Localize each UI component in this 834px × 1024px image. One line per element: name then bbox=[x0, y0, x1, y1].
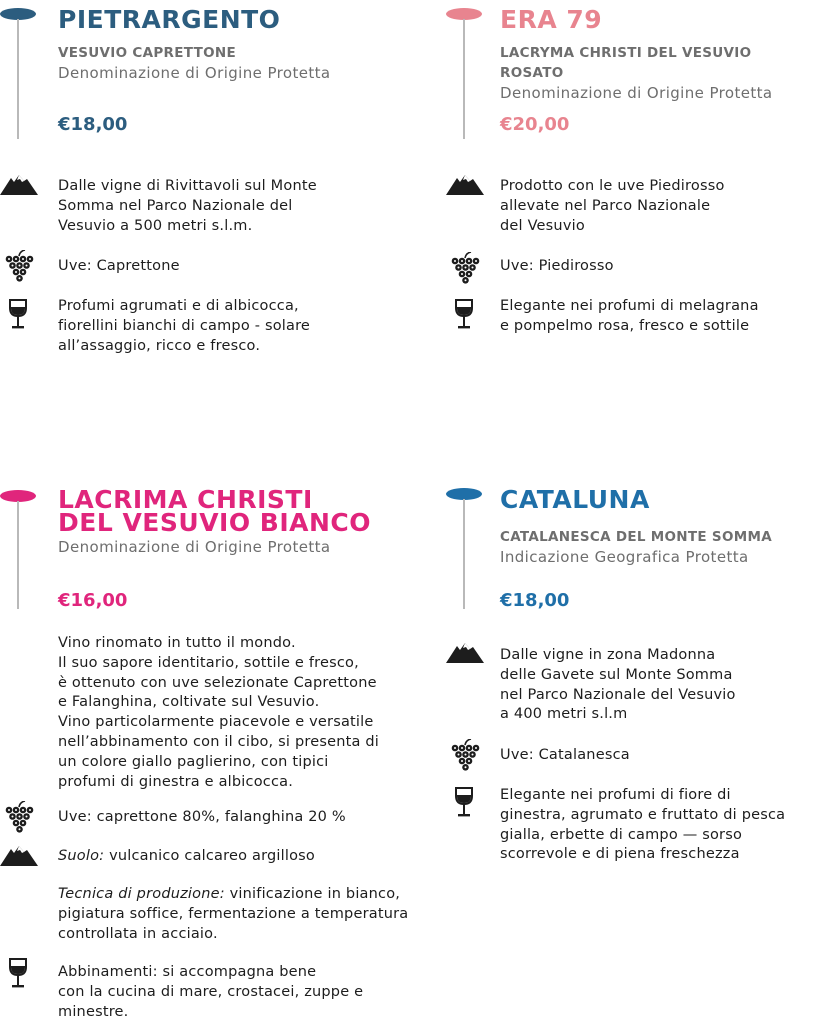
grapes-icon bbox=[4, 250, 34, 282]
wine-price: €20,00 bbox=[500, 114, 570, 135]
wine-title: PIETRARGENTO bbox=[58, 5, 281, 34]
wine-grapes: Uve: Piedirosso bbox=[500, 258, 614, 274]
mountain-icon bbox=[446, 172, 484, 196]
wine-origin: Dalle vigne di Rivittavoli sul Monte Somma nel Parco Nazionale del Vesuvio a 500 metri s.l.m. bbox=[58, 178, 317, 234]
wine-tasting-notes: Profumi agrumati e di albicocca, fiorellini bianchi di campo - solare all’assaggio, ricco e fresco. bbox=[58, 298, 311, 354]
wine-origin: Prodotto con le uve Piedirosso allevate nel Parco Nazionale del Vesuvio bbox=[500, 178, 725, 234]
soil-value: vulcanico calcareo argilloso bbox=[104, 848, 315, 864]
wine-tasting-notes: Elegante nei profumi di fiore di ginestra, agrumato e fruttato di pesca gialla, erbette di campo — sorso scorrevole e di piena freschezza bbox=[500, 787, 786, 863]
wine-tasting-notes: Elegante nei profumi di melagrana e pompelmo rosa, fresco e sottile bbox=[500, 298, 759, 334]
wine-denomination: Indicazione Geografica Protetta bbox=[500, 548, 749, 566]
wine-title-line1: LACRIMA CHRISTI bbox=[58, 485, 313, 514]
wine-grapes: Uve: caprettone 80%, falanghina 20 % bbox=[58, 809, 346, 825]
wine-denomination: Denominazione di Origine Protetta bbox=[500, 84, 773, 102]
wine-glass-icon bbox=[8, 957, 28, 989]
wine-price: €18,00 bbox=[500, 590, 570, 611]
mountain-icon bbox=[0, 172, 38, 196]
wine-glass-icon bbox=[454, 298, 474, 330]
grapes-icon bbox=[450, 739, 480, 771]
wine-title-line2: DEL VESUVIO BIANCO bbox=[58, 508, 372, 537]
grapes-icon bbox=[450, 252, 480, 284]
wine-title: ERA 79 bbox=[500, 5, 603, 34]
wine-title: CATALUNA bbox=[500, 485, 650, 514]
wine-glass-icon bbox=[8, 298, 28, 330]
wine-grapes: Uve: Caprettone bbox=[58, 258, 180, 274]
wine-grapes: Uve: Catalanesca bbox=[500, 747, 630, 763]
grapes-icon bbox=[4, 801, 34, 833]
soil-label: Suolo: bbox=[58, 848, 105, 864]
wine-pairing: Abbinamenti: si accompagna bene con la cucina di mare, crostacei, zuppe e minestre. bbox=[58, 964, 364, 1020]
mountain-icon bbox=[0, 843, 38, 867]
wine-glass-icon bbox=[454, 786, 474, 818]
wine-denomination: Denominazione di Origine Protetta bbox=[58, 538, 331, 556]
mountain-icon bbox=[446, 640, 484, 664]
wine-description: Vino rinomato in tutto il mondo. Il suo sapore identitario, sottile e fresco, è ottenuto con uve selezionate Caprettone e Falanghina, coltivate sul Vesuvio. Vino particolarmente piacevole e versatile nell’abbinamento con il cibo, si presenta di un colore giallo paglierino, con tipici profumi di ginestra e albicocca. bbox=[58, 635, 380, 790]
wine-price: €18,00 bbox=[58, 114, 128, 135]
wine-denomination: Denominazione di Origine Protetta bbox=[58, 64, 331, 82]
technique-value: vinificazione in bianco, pigiatura soffice, fermentazione a temperatura controllata in acciaio. bbox=[58, 886, 409, 942]
wine-technique bbox=[58, 885, 438, 944]
wine-subtitle: CATALANESCA DEL MONTE SOMMA bbox=[500, 529, 772, 545]
wine-soil bbox=[58, 847, 438, 867]
wine-origin: Dalle vigne in zona Madonna delle Gavete sul Monte Somma nel Parco Nazionale del Vesuvio a 400 metri s.l.m bbox=[500, 647, 736, 723]
wine-subtitle: LACRYMA CHRISTI DEL VESUVIO ROSATO bbox=[500, 45, 752, 81]
wine-subtitle: VESUVIO CAPRETTONE bbox=[58, 45, 236, 61]
technique-label: Tecnica di produzione: bbox=[58, 886, 225, 902]
wine-price: €16,00 bbox=[58, 590, 128, 611]
